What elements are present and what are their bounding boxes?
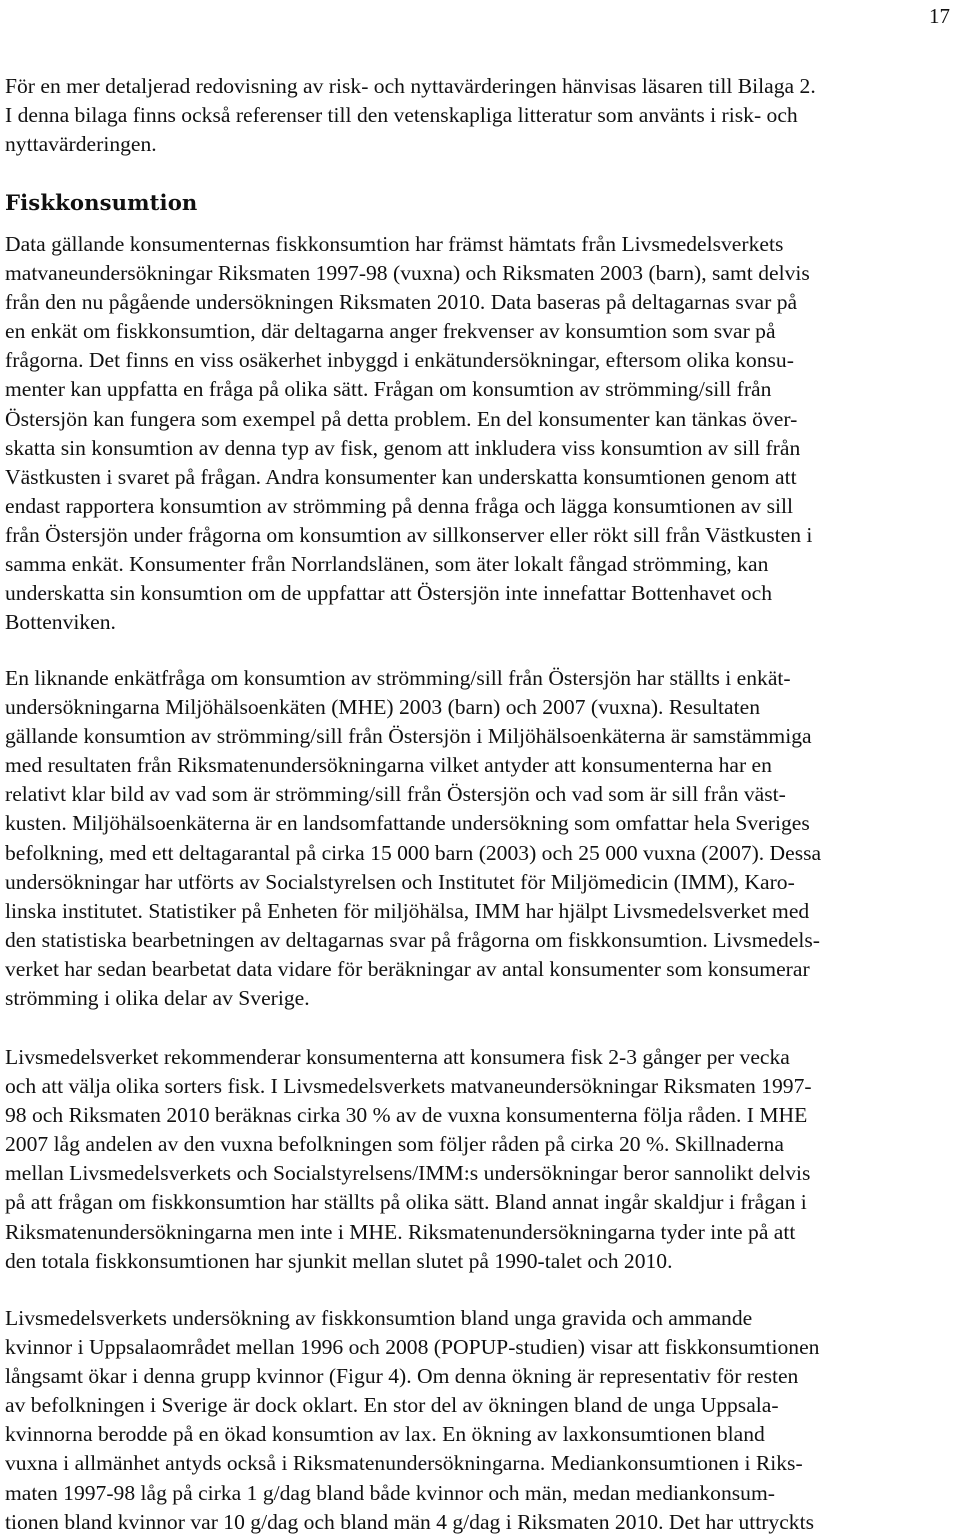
text-line: undersökningar har utförts av Socialstyrelsen och Institutet för Miljömedicin (IMM), Karo- (5, 869, 795, 894)
text-line-row (0, 521, 960, 550)
text-line-row (0, 463, 960, 492)
text-line: frågorna. Det finns en viss osäkerhet inbyggd i enkätundersökningar, eftersom olika konsu- (5, 348, 794, 373)
text-line-row (0, 492, 960, 521)
text-line: vuxna i allmänhet antyds också i Riksmatenundersökningarna. Mediankonsumtionen i Riks- (5, 1451, 803, 1476)
text-line: långsamt ökar i denna grupp kvinnor (Figur 4). Om denna ökning är representativ för resten (5, 1364, 799, 1389)
text-line-row (0, 405, 960, 434)
text-line-row (0, 288, 960, 317)
text-line: Västkusten i svaret på frågan. Andra konsumenter kan underskatta konsumtionen genom att (5, 464, 797, 489)
text-line-row (0, 550, 960, 579)
text-line: den totala fiskkonsumtionen har sjunkit mellan slutet på 1990-talet och 2010. (5, 1248, 673, 1273)
text-line: matvaneundersökningar Riksmaten 1997-98 (vuxna) och Riksmaten 2003 (barn), samt delvis (5, 261, 810, 286)
text-line: kvinnorna berodde på en ökad konsumtion av lax. En ökning av laxkonsumtionen bland (5, 1422, 765, 1447)
text-line: nyttavärderingen. (5, 132, 157, 157)
text-line-row (0, 751, 960, 780)
page-number: 17 (929, 4, 950, 28)
text-line: Livsmedelsverket rekommenderar konsumenterna att konsumera fisk 2-3 gånger per vecka (5, 1045, 790, 1069)
text-line-row (0, 101, 960, 130)
text-line: linska institutet. Statistiker på Enheten för miljöhälsa, IMM har hjälpt Livsmedelsverket med (5, 898, 810, 923)
text-line: befolkning, med ett deltagarantal på cirka 15 000 barn (2003) och 25 000 vuxna (2007). Dessa (5, 840, 822, 865)
text-line-row (0, 897, 960, 926)
text-line-row (0, 375, 960, 404)
text-line-row (0, 780, 960, 809)
text-line-row (0, 664, 960, 693)
text-line: från Östersjön under frågorna om konsumtion av sillkonserver eller rökt sill från Västkusten i (5, 522, 813, 547)
text-line: mellan Livsmedelsverkets och Socialstyrelsens/IMM:s undersökningar beror sannolikt delvis (5, 1161, 811, 1186)
text-line-row (0, 230, 960, 259)
intro-paragraph (0, 72, 960, 159)
text-line-row (0, 1218, 960, 1247)
text-line-row (0, 1159, 960, 1188)
text-line-row (0, 1362, 960, 1391)
text-line-row (0, 608, 960, 637)
text-line-row (0, 1420, 960, 1449)
text-line-row (0, 1449, 960, 1478)
text-line: kusten. Miljöhälsoenkäterna är en landsomfattande undersökning som omfattar hela Sveriges (5, 811, 810, 836)
paragraph-data-sources (0, 230, 960, 637)
text-line-row (0, 1304, 960, 1333)
text-line: endast rapportera konsumtion av strömming på denna fråga och lägga konsumtionen av sill (5, 493, 793, 518)
text-line-row (0, 722, 960, 751)
text-line-row (0, 259, 960, 288)
text-line-row (0, 1101, 960, 1130)
text-line: 98 och Riksmaten 2010 beräknas cirka 30 % av de vuxna konsumenterna följa råden. I MHE (5, 1103, 808, 1128)
text-line-row (0, 1130, 960, 1159)
text-line: 2007 låg andelen av den vuxna befolkningen som följer råden på cirka 20 %. Skillnaderna (5, 1132, 784, 1157)
text-line-row (0, 72, 960, 101)
text-line: en enkät om fiskkonsumtion, där deltagarna anger frekvenser av konsumtion som svar på (5, 319, 776, 344)
text-line-row (0, 839, 960, 868)
text-line: samma enkät. Konsumenter från Norrlandslänen, som äter lokalt fångad strömming, kan (5, 552, 769, 577)
text-line-row (0, 346, 960, 375)
text-line-row (0, 1479, 960, 1508)
text-line-row (0, 1508, 960, 1537)
text-line: undersökningarna Miljöhälsoenkäten (MHE) 2003 (barn) och 2007 (vuxna). Resultaten (5, 695, 760, 720)
text-line: och att välja olika sorters fisk. I Livsmedelsverkets matvaneundersökningar Riksmaten 1997- (5, 1074, 812, 1099)
text-line: tionen bland kvinnor var 10 g/dag och bland män 4 g/dag i Riksmaten 2010. Det har uttryckts (5, 1509, 815, 1534)
text-line-row (0, 868, 960, 897)
text-line: av befolkningen i Sverige är dock oklart. En stor del av ökningen bland de unga Uppsala- (5, 1393, 779, 1418)
text-line: Bottenviken. (5, 610, 116, 635)
text-line: underskatta sin konsumtion om de uppfattar att Östersjön inte innefattar Bottenhavet och (5, 581, 772, 606)
text-line: maten 1997-98 låg på cirka 1 g/dag bland både kvinnor och män, medan mediankonsum- (5, 1480, 775, 1505)
text-line: från den nu pågående undersökningen Riksmaten 2010. Data baseras på deltagarnas svar på (5, 290, 798, 315)
text-line-row (0, 579, 960, 608)
text-line: I denna bilaga finns också referenser till den vetenskapliga litteratur som använts i risk- och (5, 103, 798, 128)
text-line: på att frågan om fiskkonsumtion har ställts på olika sätt. Bland annat ingår skaldjur i frågan i (5, 1190, 807, 1215)
text-line: Riksmatenundersökningarna men inte i MHE. Riksmatenundersökningarna tyder inte på att (5, 1219, 796, 1244)
text-line: den statistiska bearbetningen av deltagarnas svar på frågorna om fiskkonsumtion. Livsmedels- (5, 927, 820, 952)
text-line-row (0, 1247, 960, 1276)
text-line: Livsmedelsverkets undersökning av fiskkonsumtion bland unga gravida och ammande (5, 1306, 753, 1330)
text-line-row (0, 809, 960, 838)
text-line: gällande konsumtion av strömming/sill från Östersjön i Miljöhälsoenkäterna är samstämmiga (5, 724, 812, 749)
text-line-row (0, 693, 960, 722)
text-line-row (0, 984, 960, 1013)
text-line: kvinnor i Uppsalaområdet mellan 1996 och 2008 (POPUP-studien) visar att fiskkonsumtionen (5, 1335, 820, 1360)
text-line: För en mer detaljerad redovisning av risk- och nyttavärderingen hänvisas läsaren till Bilaga 2. (5, 74, 816, 98)
text-line: verket har sedan bearbetat data vidare för beräkningar av antal konsumenter som konsumerar (5, 956, 810, 981)
paragraph-mhe (0, 664, 960, 1013)
text-line: menter kan uppfatta en fråga på olika sätt. Frågan om konsumtion av strömming/sill från (5, 377, 772, 402)
text-line-row (0, 1333, 960, 1362)
text-line-row (0, 1072, 960, 1101)
text-line: relativt klar bild av vad som är strömming/sill från Östersjön och vad som är sill från väst- (5, 782, 786, 807)
text-line-row (0, 955, 960, 984)
text-line-row (0, 1391, 960, 1420)
text-line: En liknande enkätfråga om konsumtion av strömming/sill från Östersjön har ställts i enkät- (5, 666, 791, 690)
text-line-row (0, 130, 960, 159)
section-heading: Fiskkonsumtion (5, 190, 198, 215)
text-line-row (0, 434, 960, 463)
paragraph-recommendations (0, 1043, 960, 1276)
text-line: Östersjön kan fungera som exempel på detta problem. En del konsumenter kan tänkas över- (5, 406, 798, 431)
paragraph-popup-study (0, 1304, 960, 1537)
text-line: med resultaten från Riksmatenundersökningarna vilket antyder att konsumenterna har en (5, 753, 772, 778)
text-line: Data gällande konsumenternas fiskkonsumtion har främst hämtats från Livsmedelsverkets (5, 232, 784, 256)
text-line-row (0, 1188, 960, 1217)
text-line-row (0, 1043, 960, 1072)
text-line-row (0, 926, 960, 955)
text-line: skatta sin konsumtion av denna typ av fisk, genom att inkludera viss konsumtion av sill från (5, 435, 801, 460)
text-line-row (0, 317, 960, 346)
text-line: strömming i olika delar av Sverige. (5, 986, 310, 1011)
